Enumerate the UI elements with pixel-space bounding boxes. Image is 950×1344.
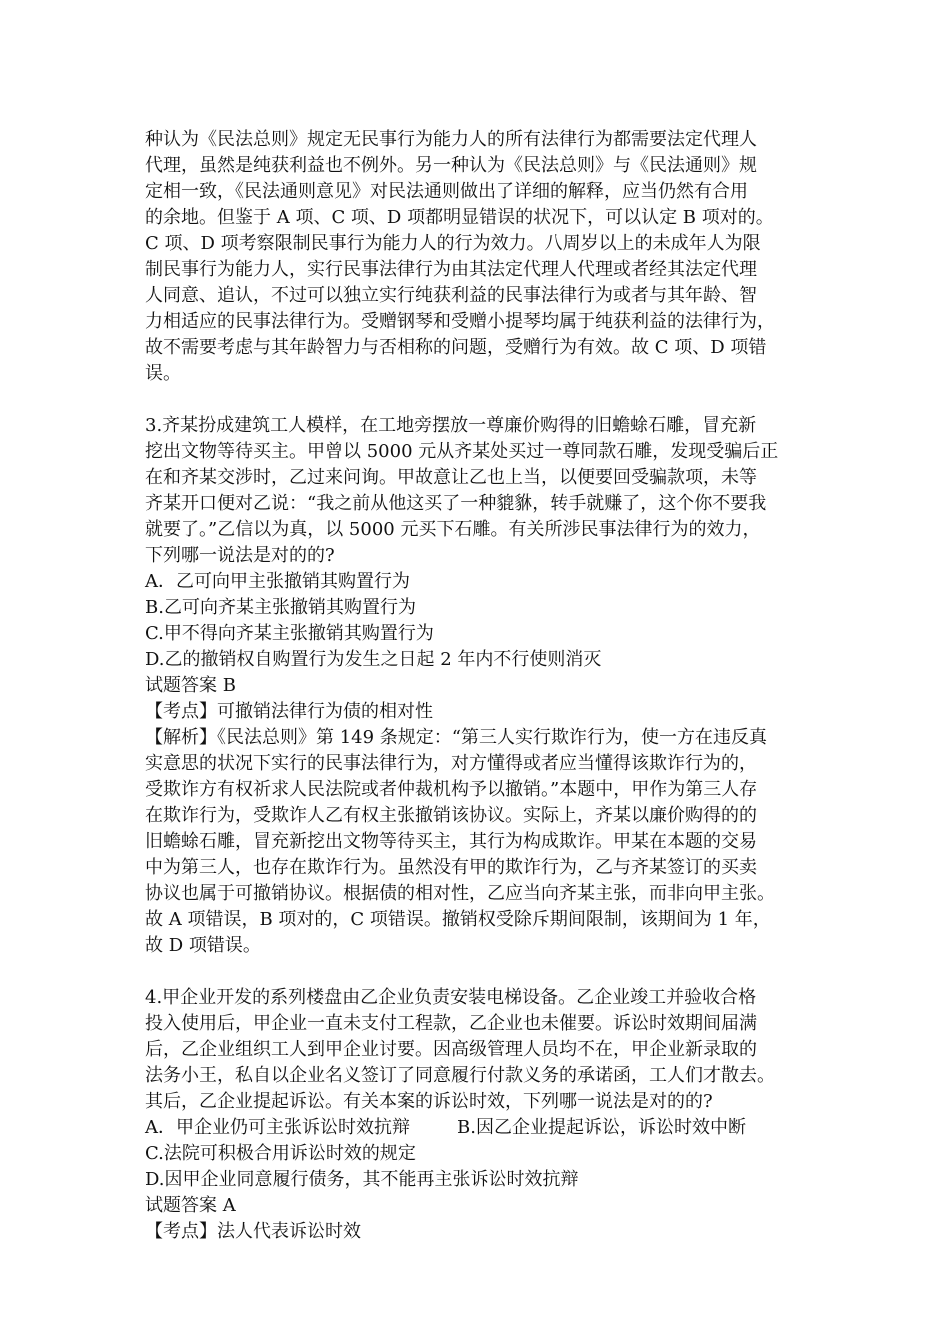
q3-analysis-line: 协议也属于可撤销协议。根据债的相对性，乙应当向齐某主张，而非向甲主张。 (145, 883, 775, 904)
intro-line: 力相适应的民事法律行为。受赠钢琴和受赠小提琴均属于纯获利益的法律行为， (145, 311, 775, 332)
q3-option-a: A．乙可向甲主张撤销其购置行为 (145, 571, 410, 592)
intro-line: 种认为《民法总则》规定无民事行为能力人的所有法律行为都需要法定代理人 (145, 129, 757, 150)
q3-stem-line: 齐某开口便对乙说：“我之前从他这买了一种貔貅，转手就赚了，这个你不要我 (145, 493, 767, 514)
q3-answer: 试题答案 B (145, 675, 236, 696)
intro-line: 代理，虽然是纯获利益也不例外。另一种认为《民法总则》与《民法通则》规 (145, 155, 757, 176)
q4-option-b: B.因乙企业提起诉讼，诉讼时效中断 (457, 1117, 746, 1138)
intro-line: 人同意、追认，不过可以独立实行纯获利益的民事法律行为或者与其年龄、智 (145, 285, 757, 306)
q3-analysis-line: 在欺诈行为，受欺诈人乙有权主张撤销该协议。实际上，齐某以廉价购得的的 (145, 805, 757, 826)
q3-key-point: 【考点】可撤销法律行为债的相对性 (145, 701, 433, 722)
q3-stem-line: 在和齐某交涉时，乙过来问询。甲故意让乙也上当，以便要回受骗款项，未等 (145, 467, 757, 488)
intro-line: 误。 (145, 363, 181, 384)
q3-stem-line: 3.齐某扮成建筑工人模样，在工地旁摆放一尊廉价购得的旧蟾蜍石雕，冒充新 (145, 415, 757, 436)
q3-analysis-line: 实意思的状况下实行的民事法律行为，对方懂得或者应当懂得该欺诈行为的， (145, 753, 757, 774)
q4-stem-line: 后，乙企业组织工人到甲企业讨要。因高级管理人员均不在，甲企业新录取的 (145, 1039, 757, 1060)
q3-option-b: B.乙可向齐某主张撤销其购置行为 (145, 597, 416, 618)
q4-stem-line: 投入使用后，甲企业一直未支付工程款，乙企业也未催要。诉讼时效期间届满 (145, 1013, 757, 1034)
q4-option-d: D.因甲企业同意履行债务，其不能再主张诉讼时效抗辩 (145, 1169, 579, 1190)
q4-answer: 试题答案 A (145, 1195, 236, 1216)
q3-stem-line: 就要了。”乙信以为真，以 5000 元买下石雕。有关所涉民事法律行为的效力， (145, 519, 761, 540)
intro-line: 故不需要考虑与其年龄智力与否相称的问题，受赠行为有效。故 C 项、D 项错 (145, 337, 767, 358)
q4-option-c: C.法院可积极合用诉讼时效的规定 (145, 1143, 416, 1164)
intro-line: 的余地。但鉴于 A 项、C 项、D 项都明显错误的状况下，可以认定 B 项对的。 (145, 207, 774, 228)
q3-analysis-line: 受欺诈方有权祈求人民法院或者仲裁机构予以撤销。”本题中，甲作为第三人存 (145, 779, 758, 800)
q4-key-point: 【考点】法人代表诉讼时效 (145, 1221, 361, 1242)
q3-stem-line: 下列哪一说法是对的的? (145, 545, 335, 566)
q3-analysis-line: 故 D 项错误。 (145, 935, 261, 956)
q4-stem-line: 其后，乙企业提起诉讼。有关本案的诉讼时效，下列哪一说法是对的的? (145, 1091, 713, 1112)
intro-line: C 项、D 项考察限制民事行为能力人的行为效力。八周岁以上的未成年人为限 (145, 233, 761, 254)
q4-stem-line: 法务小王，私自以企业名义签订了同意履行付款义务的承诺函，工人们才散去。 (145, 1065, 775, 1086)
intro-line: 定相一致，《民法通则意见》对民法通则做出了详细的解释，应当仍然有合用 (145, 181, 748, 202)
q3-analysis-line: 旧蟾蜍石雕，冒充新挖出文物等待买主，其行为构成欺诈。甲某在本题的交易 (145, 831, 757, 852)
q3-analysis-line: 故 A 项错误，B 项对的，C 项错误。撤销权受除斥期间限制，该期间为 1 年， (145, 909, 771, 930)
q4-option-a: A．甲企业仍可主张诉讼时效抗辩 (145, 1117, 410, 1138)
q3-analysis-line: 【解析】《民法总则》第 149 条规定：“第三人实行欺诈行为，使一方在违反真 (145, 727, 767, 748)
q3-stem-line: 挖出文物等待买主。甲曾以 5000 元从齐某处买过一尊同款石雕，发现受骗后正 (145, 441, 779, 462)
q4-stem-line: 4.甲企业开发的系列楼盘由乙企业负责安装电梯设备。乙企业竣工并验收合格 (145, 987, 757, 1008)
intro-line: 制民事行为能力人，实行民事法律行为由其法定代理人代理或者经其法定代理 (145, 259, 757, 280)
q3-option-d: D.乙的撤销权自购置行为发生之日起 2 年内不行使则消灭 (145, 649, 602, 670)
q3-analysis-line: 中为第三人，也存在欺诈行为。虽然没有甲的欺诈行为，乙与齐某签订的买卖 (145, 857, 757, 878)
q3-option-c: C.甲不得向齐某主张撤销其购置行为 (145, 623, 434, 644)
